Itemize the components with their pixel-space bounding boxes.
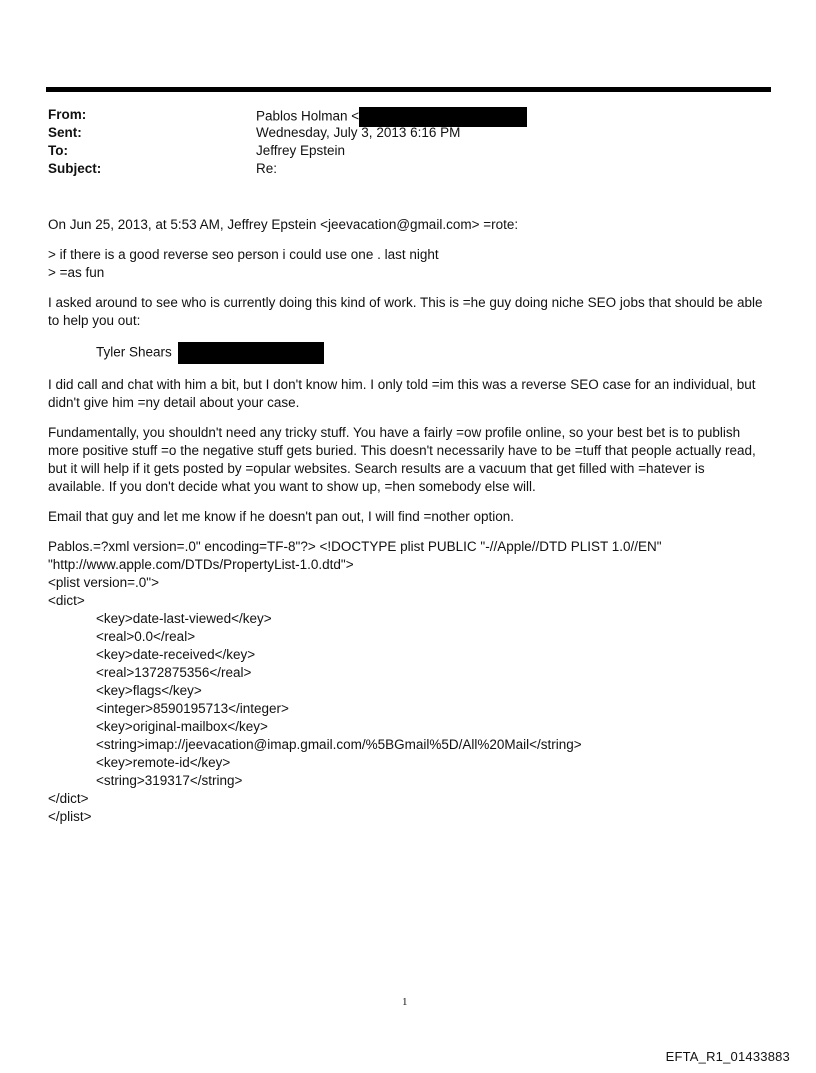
quote-line: > if there is a good reverse seo person i could use one . last night — [48, 247, 439, 262]
paragraph-line: Email that guy and let me know if he doesn't pan out, I will find =nother option. — [48, 509, 514, 524]
plist-line: <plist version=.0"> — [48, 575, 159, 590]
paragraph-line: available. If you don't decide what you want to show up, =hen somebody else will. — [48, 479, 536, 494]
dict-line: <key>original-mailbox</key> — [96, 719, 268, 734]
document-id: EFTA_R1_01433883 — [665, 1049, 790, 1064]
contact-line — [48, 342, 770, 364]
dict-line: <key>remote-id</key> — [96, 755, 231, 770]
paragraph-line: I did call and chat with him a bit, but I don't know him. I only told =im this was a reverse SEO case for an individual, but — [48, 377, 756, 392]
email-body — [48, 216, 770, 826]
paragraph-line: to help you out: — [48, 313, 141, 328]
dict-line: <string>imap://jeevacation@imap.gmail.com/%5BGmail%5D/All%20Mail</string> — [96, 737, 582, 752]
paragraph-line: I asked around to see who is currently doing this kind of work. This is =he guy doing niche SEO jobs that should be able — [48, 295, 763, 310]
contact-name: Tyler Shears — [96, 344, 172, 360]
from-name: Pablos Holman < — [256, 108, 360, 124]
paragraph-line: didn't give him =ny detail about your case. — [48, 395, 300, 410]
redaction-box — [359, 107, 527, 127]
plist-line: Pablos.=?xml version=.0" encoding=TF-8"?> <!DOCTYPE plist PUBLIC "-//Apple//DTD PLIST 1.0//EN" — [48, 539, 662, 554]
quote-intro: On Jun 25, 2013, at 5:53 AM, Jeffrey Epstein <jeevacation@gmail.com> =rote: — [48, 217, 519, 232]
paragraph-line: Fundamentally, you shouldn't need any tricky stuff. You have a fairly =ow profile online, so your best bet is to publish — [48, 425, 741, 440]
sent-value: Wednesday, July 3, 2013 6:16 PM — [256, 125, 461, 140]
from-label: From: — [48, 107, 87, 122]
from-value — [256, 107, 527, 127]
plist-line: </dict> — [48, 791, 89, 806]
dict-line: <real>1372875356</real> — [96, 665, 252, 680]
page-number: 1 — [402, 996, 408, 1008]
paragraph-line: but it will help if it gets posted by =opular websites. Search results are a vacuum that get filled with =hatever is — [48, 461, 705, 476]
plist-line: "http://www.apple.com/DTDs/PropertyList-1.0.dtd"> — [48, 557, 354, 572]
dict-line: <integer>8590195713</integer> — [96, 701, 289, 716]
plist-line: <dict> — [48, 593, 85, 608]
sent-label: Sent: — [48, 125, 82, 140]
dict-line: <key>date-received</key> — [96, 647, 256, 662]
dict-line: <key>date-last-viewed</key> — [96, 611, 272, 626]
subject-value: Re: — [256, 161, 278, 176]
header-rule — [46, 87, 771, 92]
paragraph-line: more positive stuff =o the negative stuff gets buried. This doesn't necessarily have to be =tuff that people actually read, — [48, 443, 756, 458]
subject-label: Subject: — [48, 161, 102, 176]
plist-line: </plist> — [48, 809, 92, 824]
dict-line: <string>319317</string> — [96, 773, 243, 788]
to-label: To: — [48, 143, 68, 158]
to-value: Jeffrey Epstein — [256, 143, 346, 158]
dict-line: <key>flags</key> — [96, 683, 202, 698]
quote-line: > =as fun — [48, 265, 105, 280]
dict-line: <real>0.0</real> — [96, 629, 196, 644]
redaction-box — [178, 342, 324, 364]
